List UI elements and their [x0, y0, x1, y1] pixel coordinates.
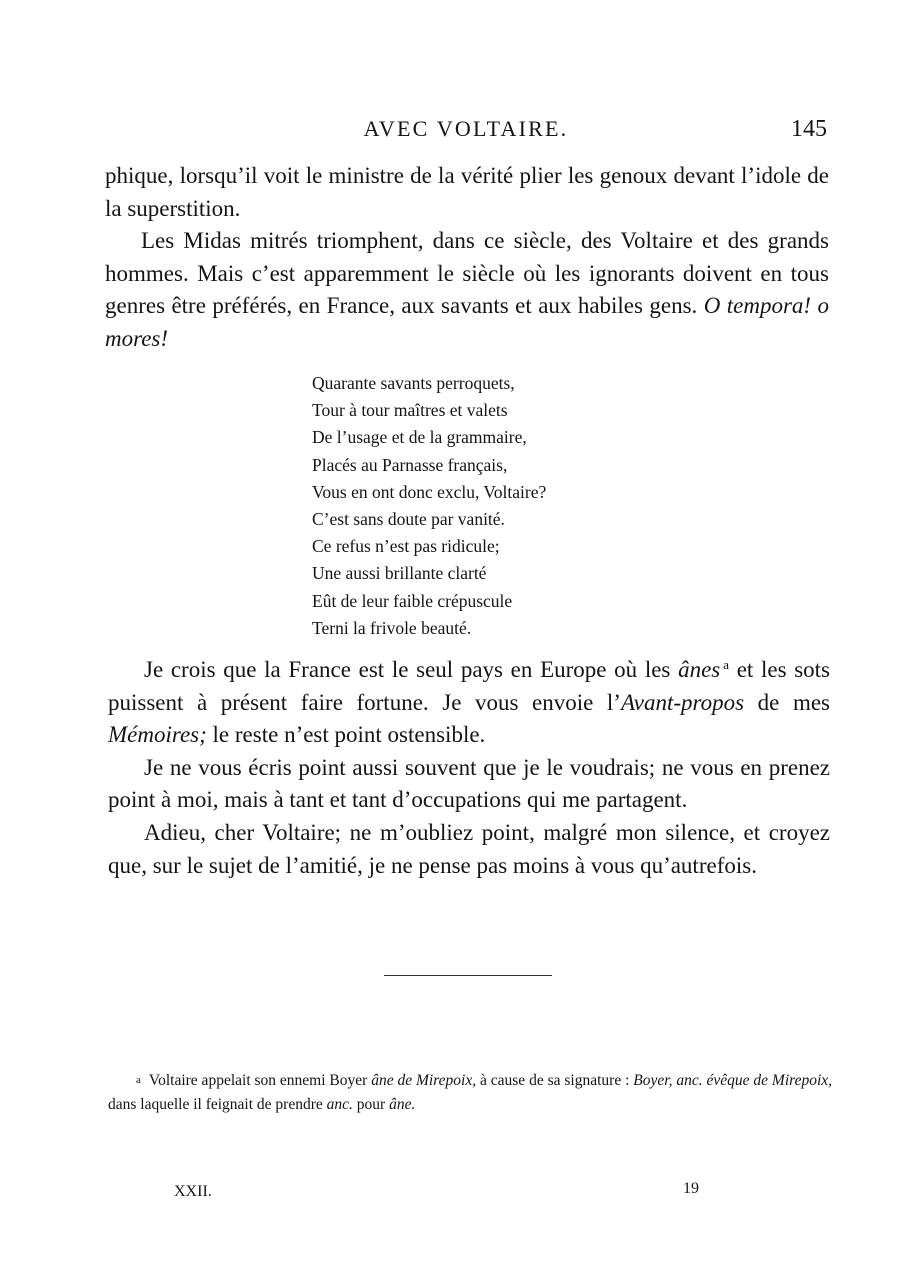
verse-line: Une aussi brillante clarté — [312, 563, 487, 584]
paragraph-adieu: Adieu, cher Voltaire; ne m’oubliez point, malgré mon silence, et croyez que, sur le sujet de l’amitié, je ne pense pas moins à vous qu’autrefois. — [108, 819, 830, 878]
verse-line: De l’usage et de la grammaire, — [312, 427, 527, 448]
verse-line: Tour à tour maîtres et valets — [312, 400, 508, 421]
running-head — [105, 116, 827, 152]
footnote-reference: a — [723, 657, 730, 672]
footnote-text: pour — [356, 1096, 386, 1113]
body-text-lower — [108, 649, 830, 882]
footnote — [108, 1068, 832, 1117]
footnote-text: Voltaire appelait son ennemi Boyer — [148, 1072, 368, 1089]
running-title: AVEC VOLTAIRE. — [363, 116, 569, 141]
sheet-number: 19 — [683, 1180, 699, 1197]
paragraph-midas — [105, 225, 829, 355]
paragraph-france-text: Je crois que la France est le seul pays en Europe où les — [144, 657, 671, 682]
paragraph-continued: phique, lorsqu’il voit le ministre de la vérité plier les genoux devant l’idole de la superstition. — [105, 163, 829, 221]
section-rule — [384, 975, 552, 976]
footnote-text: dans laquelle il feignait de prendre — [108, 1096, 323, 1113]
paragraph-france-text-3: de mes — [757, 689, 830, 715]
italic-anes: ânes — [678, 657, 721, 682]
verse-line: Terni la frivole beauté. — [312, 617, 472, 638]
verse-line: Eût de leur faible crépuscule — [312, 590, 513, 611]
verse-block — [312, 370, 692, 642]
footnote-italic: Boyer, anc. évêque de Mirepoix, — [633, 1072, 833, 1089]
paragraph-ecris: Je ne vous écris point aussi souvent que je le voudrais; ne vous en prenez point à moi, mais à tant et tant d’occupations qui me partagent. — [108, 754, 830, 813]
page-number: 145 — [791, 116, 827, 142]
italic-memoires: Mémoires; — [108, 722, 207, 748]
footnote-text: à cause de sa signature : — [480, 1072, 630, 1089]
italic-avant-propos: Avant-propos — [620, 689, 745, 715]
footnote-mark: a — [136, 1074, 141, 1086]
body-text-upper — [105, 160, 829, 356]
verse-line: Vous en ont donc exclu, Voltaire? — [312, 481, 547, 502]
footnote-italic: âne. — [389, 1096, 416, 1113]
latin-exclamation: O tempora! o mores! — [105, 293, 829, 351]
verse-line: C’est sans doute par vanité. — [312, 509, 505, 530]
signature-mark: XXII. — [174, 1183, 212, 1200]
footnote-italic: anc. — [326, 1096, 353, 1113]
paragraph-france-text-2: et les sots puissent à présent faire fortune. Je vous envoie l’ — [108, 657, 831, 715]
paragraph-france-text-4: le reste n’est point ostensible. — [212, 722, 486, 748]
paragraph-midas-text: Les Midas mitrés triomphent, dans ce siècle, des Voltaire et des grands hommes. Mais c’est apparemment le siècle où les ignorants doivent en tous genres être préférés, en France, aux savants et aux habiles gens. — [105, 228, 829, 319]
paragraph-france — [108, 649, 830, 752]
verse-line: Placés au Parnasse français, — [312, 454, 508, 475]
footnote-italic: âne de Mirepoix, — [371, 1072, 477, 1089]
verse-line: Ce refus n’est pas ridicule; — [312, 536, 500, 557]
verse-line: Quarante savants perroquets, — [312, 373, 515, 393]
